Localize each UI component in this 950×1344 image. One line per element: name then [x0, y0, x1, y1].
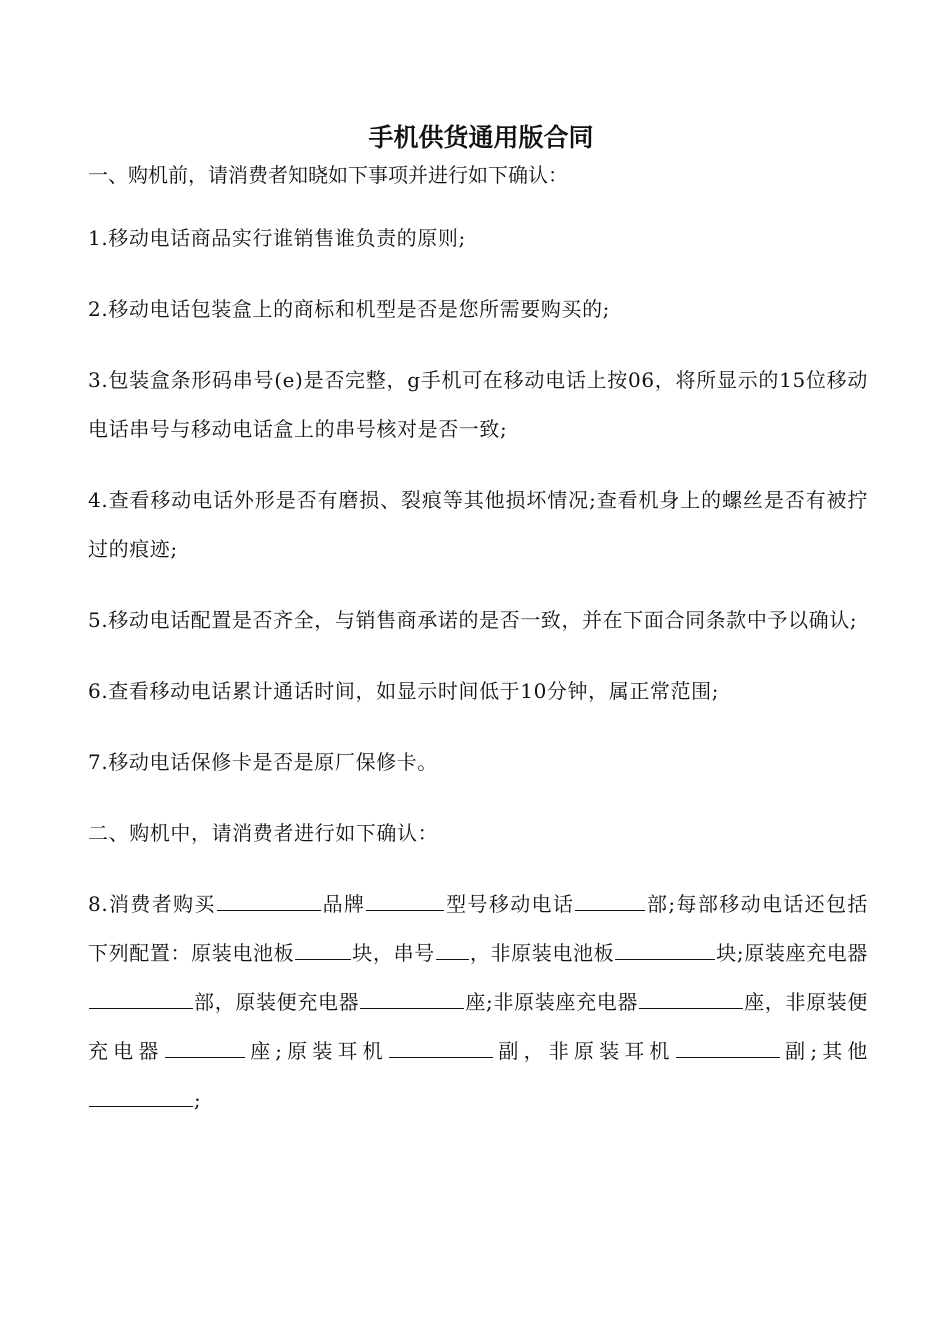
- list-item: 3.包装盒条形码串号(e)是否完整，g手机可在移动电话上按06，将所显示的15位移动电话串号与移动电话盒上的串号核对是否一致;: [88, 368, 868, 441]
- item8-text: 座，非原装便充电器: [88, 990, 868, 1063]
- section-heading-before-purchase: 一、购机前，请消费者知晓如下事项并进行如下确认：: [88, 163, 568, 187]
- fill-in-blank: [89, 1007, 193, 1009]
- list-item: 7.移动电话保修卡是否是原厂保修卡。: [88, 750, 438, 774]
- item8-text: 部，原装便充电器: [194, 990, 360, 1014]
- fill-in-blank: [217, 909, 321, 911]
- fill-in-blank: [295, 958, 351, 960]
- list-item: 4.查看移动电话外形是否有磨损、裂痕等其他损坏情况;查看机身上的螺丝是否有被拧过的痕迹;: [88, 488, 868, 561]
- item8-text: 品牌: [321, 892, 366, 916]
- item8-text: ，非原装电池板: [469, 941, 615, 965]
- section-heading-during-purchase: 二、购机中，请消费者进行如下确认：: [88, 821, 439, 845]
- fill-in-blank: [389, 1056, 493, 1058]
- fill-in-blank: [436, 958, 469, 960]
- fill-in-blank: [615, 958, 715, 960]
- fill-in-blank: [639, 1007, 743, 1009]
- fill-in-blank: [575, 909, 645, 911]
- item8-text: 部;每部移动电话还包括下列配置：原装电池板: [88, 892, 868, 965]
- item8-text: ;: [194, 1088, 202, 1112]
- item8-text: 块，串号: [352, 941, 435, 965]
- item8-text: 座;非原装座充电器: [465, 990, 639, 1014]
- fill-in-blank: [89, 1105, 193, 1107]
- item8-text: 副;其他: [780, 1039, 869, 1063]
- list-item: 2.移动电话包装盒上的商标和机型是否是您所需要购买的;: [88, 297, 611, 321]
- item8-text: 块;原装座充电器: [716, 941, 869, 965]
- document-page: [88, 118, 868, 1125]
- document-title: 手机供货通用版合同: [368, 123, 594, 152]
- item8-text: 型号移动电话: [445, 892, 575, 916]
- fill-in-blank: [360, 1007, 464, 1009]
- item-8-configuration: [88, 880, 868, 1125]
- fill-in-blank: [165, 1056, 245, 1058]
- item8-text: 8.消费者购买: [88, 892, 216, 916]
- item8-text: 座;原装耳机: [245, 1039, 388, 1063]
- list-item: 6.查看移动电话累计通话时间，如显示时间低于10分钟，属正常范围;: [88, 679, 720, 703]
- fill-in-blank: [676, 1056, 780, 1058]
- item8-text: 副，非原装耳机: [493, 1039, 675, 1063]
- list-item: 1.移动电话商品实行谁销售谁负责的原则;: [88, 226, 466, 250]
- fill-in-blank: [366, 909, 444, 911]
- list-item: 5.移动电话配置是否齐全，与销售商承诺的是否一致，并在下面合同条款中予以确认;: [88, 608, 858, 632]
